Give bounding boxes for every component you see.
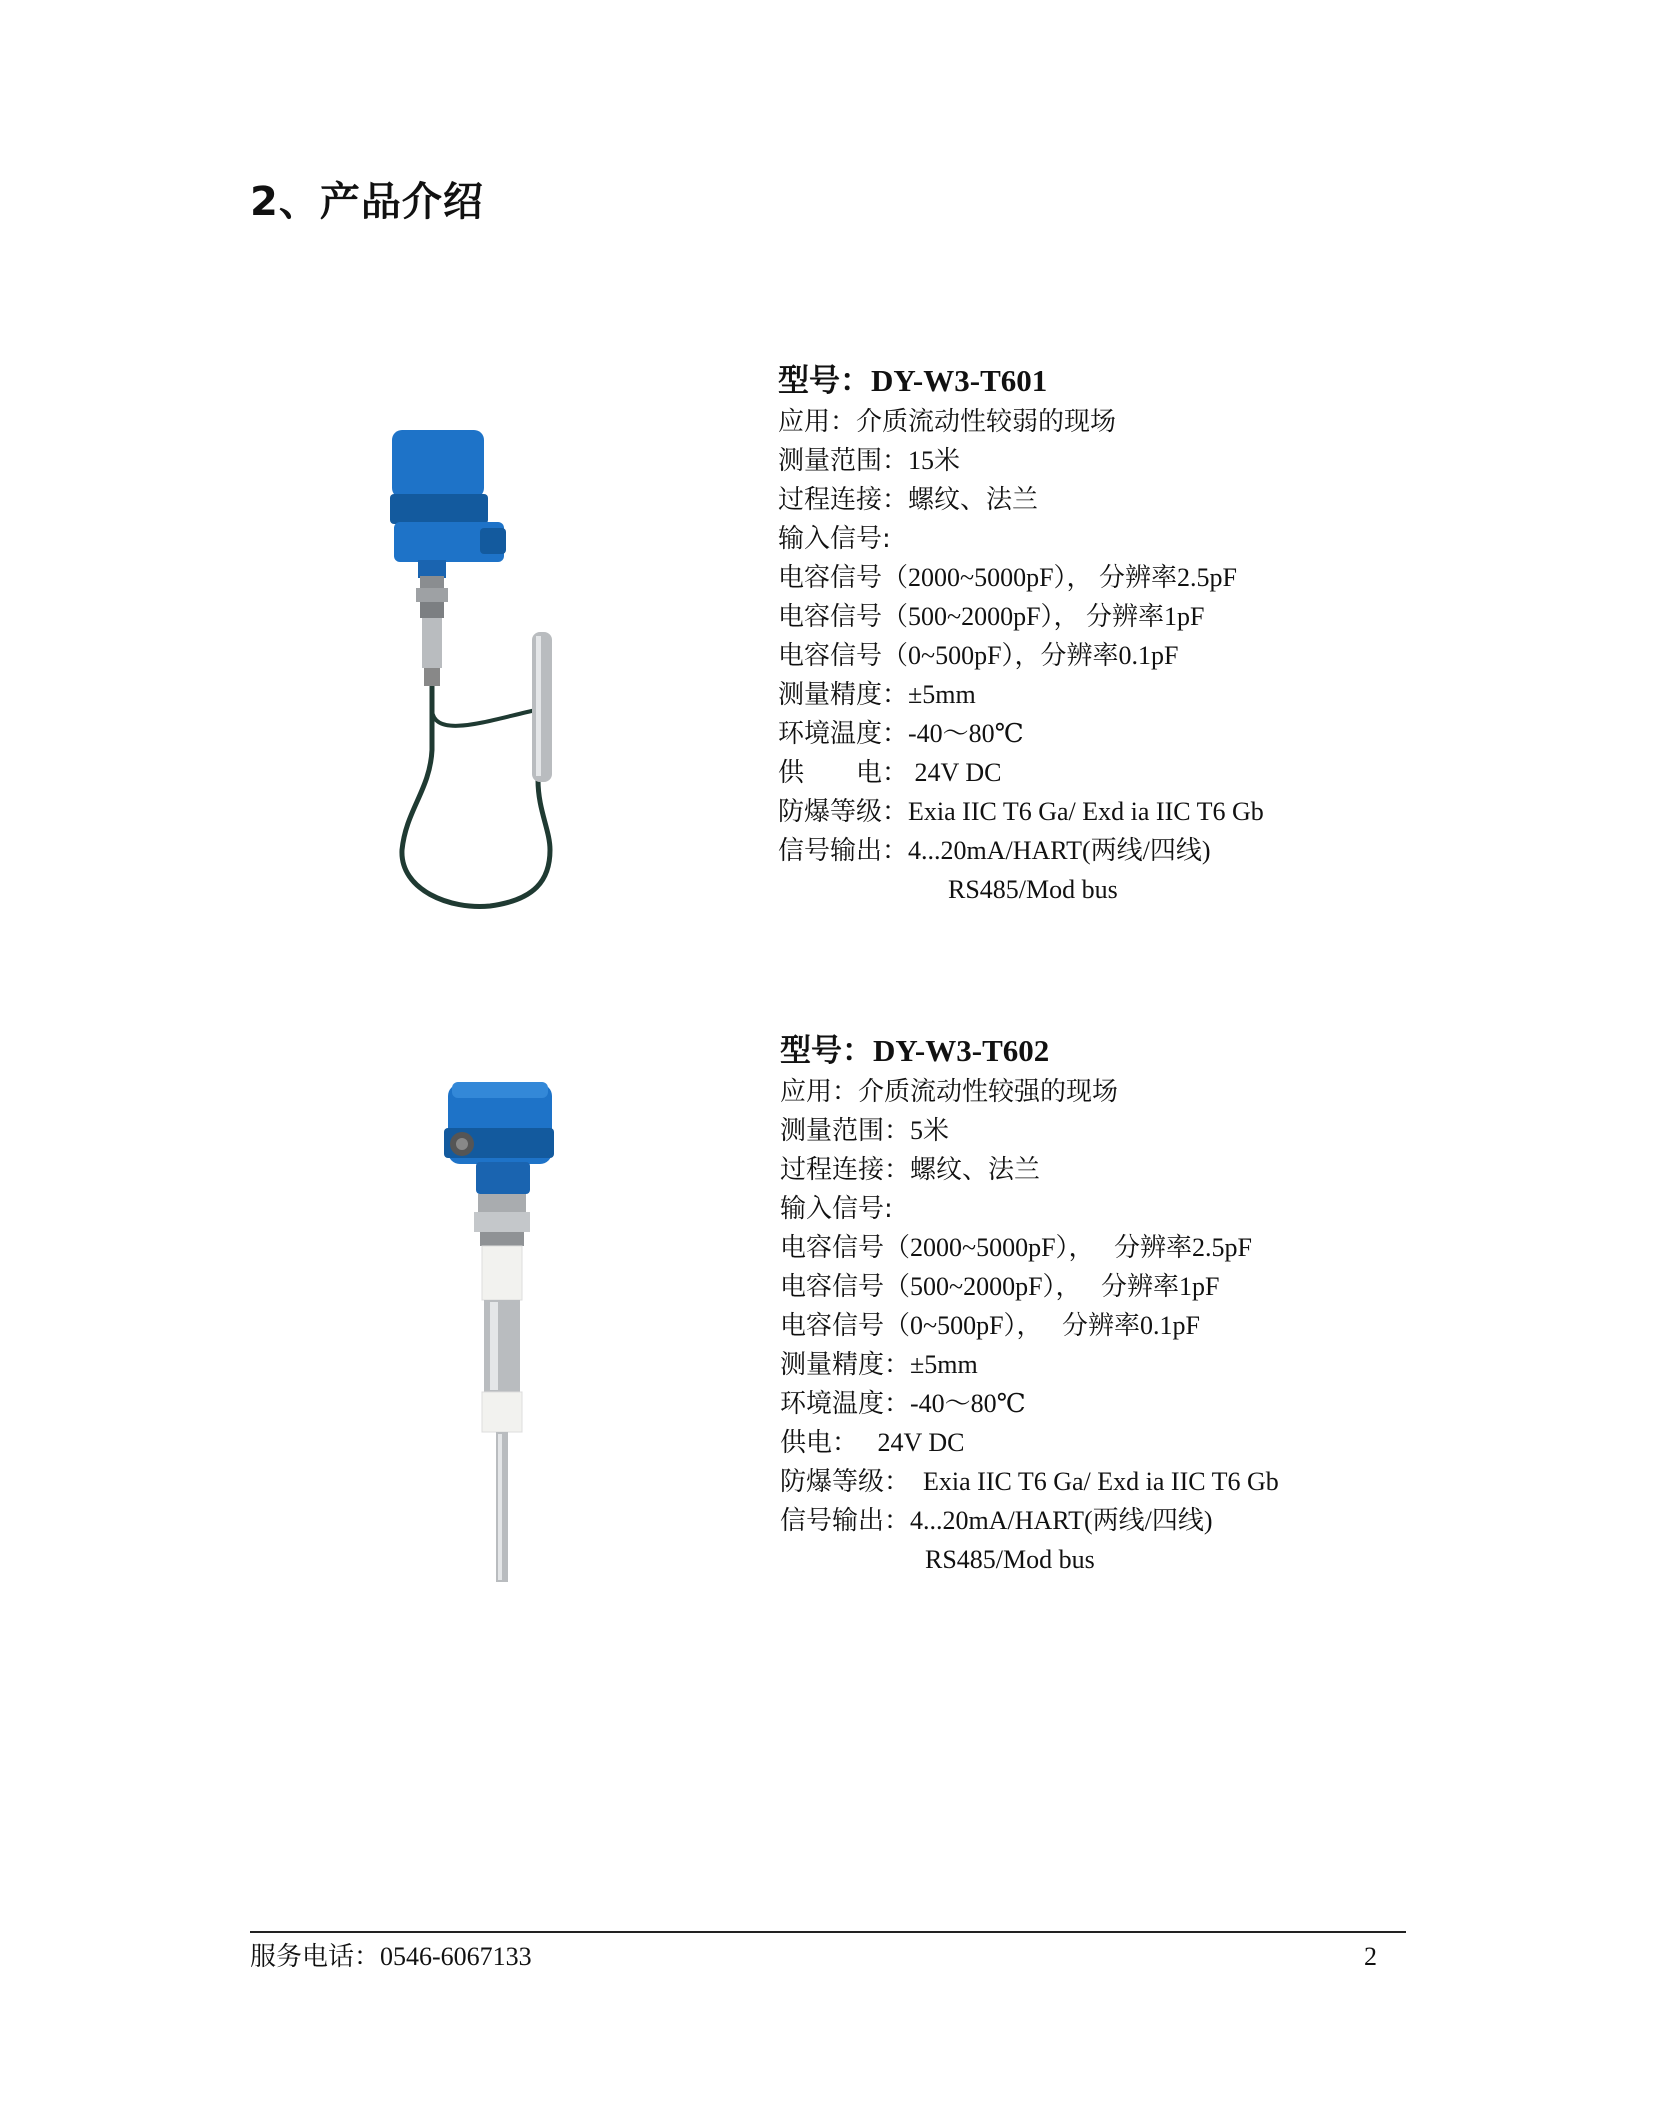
spec-line: 供 电： 24V DC <box>778 758 1002 788</box>
housing-band <box>390 494 488 524</box>
model-number: DY-W3-T602 <box>873 1033 1050 1068</box>
spec-line: 电容信号（500~2000pF）， 分辨率1pF <box>778 602 1205 632</box>
spec-line: 电容信号（2000~5000pF）， 分辨率2.5pF <box>780 1233 1253 1263</box>
housing-cap <box>392 430 484 498</box>
spec-line-extra: RS485/Mod bus <box>948 875 1118 904</box>
footer-phone: 服务电话：0546-6067133 <box>250 1942 532 1972</box>
probe-rod <box>484 1300 520 1392</box>
spec-line-extra: RS485/Mod bus <box>925 1545 1095 1574</box>
probe-weight <box>532 632 552 782</box>
spec-line: 供电： 24V DC <box>780 1428 965 1458</box>
model-number: DY-W3-T601 <box>871 363 1048 398</box>
spec-line: 信号输出：4...20mA/HART(两线/四线) <box>778 836 1211 866</box>
spec-line: 信号输出：4...20mA/HART(两线/四线) <box>780 1506 1213 1536</box>
spec-line: 测量范围：15米 <box>778 446 961 476</box>
ptfe-insulator <box>482 1246 522 1300</box>
spec-line: 测量精度：±5mm <box>780 1350 978 1380</box>
phone-number: 0546-6067133 <box>380 1942 532 1971</box>
page-number: 2 <box>1364 1942 1377 1971</box>
product-card-t602 <box>0 1030 1662 1610</box>
model-line: 型号：DY-W3-T601 <box>778 363 1048 399</box>
spec-line: 测量范围：5米 <box>780 1116 950 1146</box>
product-card-t601 <box>0 360 1662 940</box>
spec-line: 过程连接：螺纹、法兰 <box>780 1155 1041 1185</box>
spec-line: 输入信号: <box>778 524 891 554</box>
spec-line: 过程连接：螺纹、法兰 <box>778 485 1039 515</box>
cable <box>402 686 550 907</box>
model-line: 型号：DY-W3-T602 <box>780 1033 1050 1069</box>
product-photo-cable-probe <box>370 410 700 940</box>
spec-line: 环境温度：-40～80℃ <box>778 719 1024 749</box>
spec-line: 电容信号（500~2000pF）， 分辨率1pF <box>780 1272 1220 1302</box>
section-title: 2、产品介绍 <box>250 179 484 225</box>
footer-divider <box>250 1931 1406 1933</box>
spec-line: 应用：介质流动性较强的现场 <box>780 1077 1119 1107</box>
product-photo-rod-probe <box>420 1070 680 1590</box>
spec-block <box>778 360 1598 909</box>
spec-line: 防爆等级：Exia IIC T6 Ga/ Exd ia IIC T6 Gb <box>778 797 1264 827</box>
spec-line: 防爆等级： Exia IIC T6 Ga/ Exd ia IIC T6 Gb <box>780 1467 1279 1497</box>
spec-line: 应用：介质流动性较弱的现场 <box>778 407 1117 437</box>
spec-line: 电容信号（0~500pF），分辨率0.1pF <box>778 641 1179 671</box>
spec-block <box>780 1030 1600 1579</box>
spec-line: 电容信号（2000~5000pF）， 分辨率2.5pF <box>778 563 1238 593</box>
spec-line: 环境温度：-40～80℃ <box>780 1389 1026 1419</box>
spec-line: 测量精度：±5mm <box>778 680 976 710</box>
spec-line: 输入信号: <box>780 1194 893 1224</box>
spec-line: 电容信号（0~500pF）， 分辨率0.1pF <box>780 1311 1201 1341</box>
